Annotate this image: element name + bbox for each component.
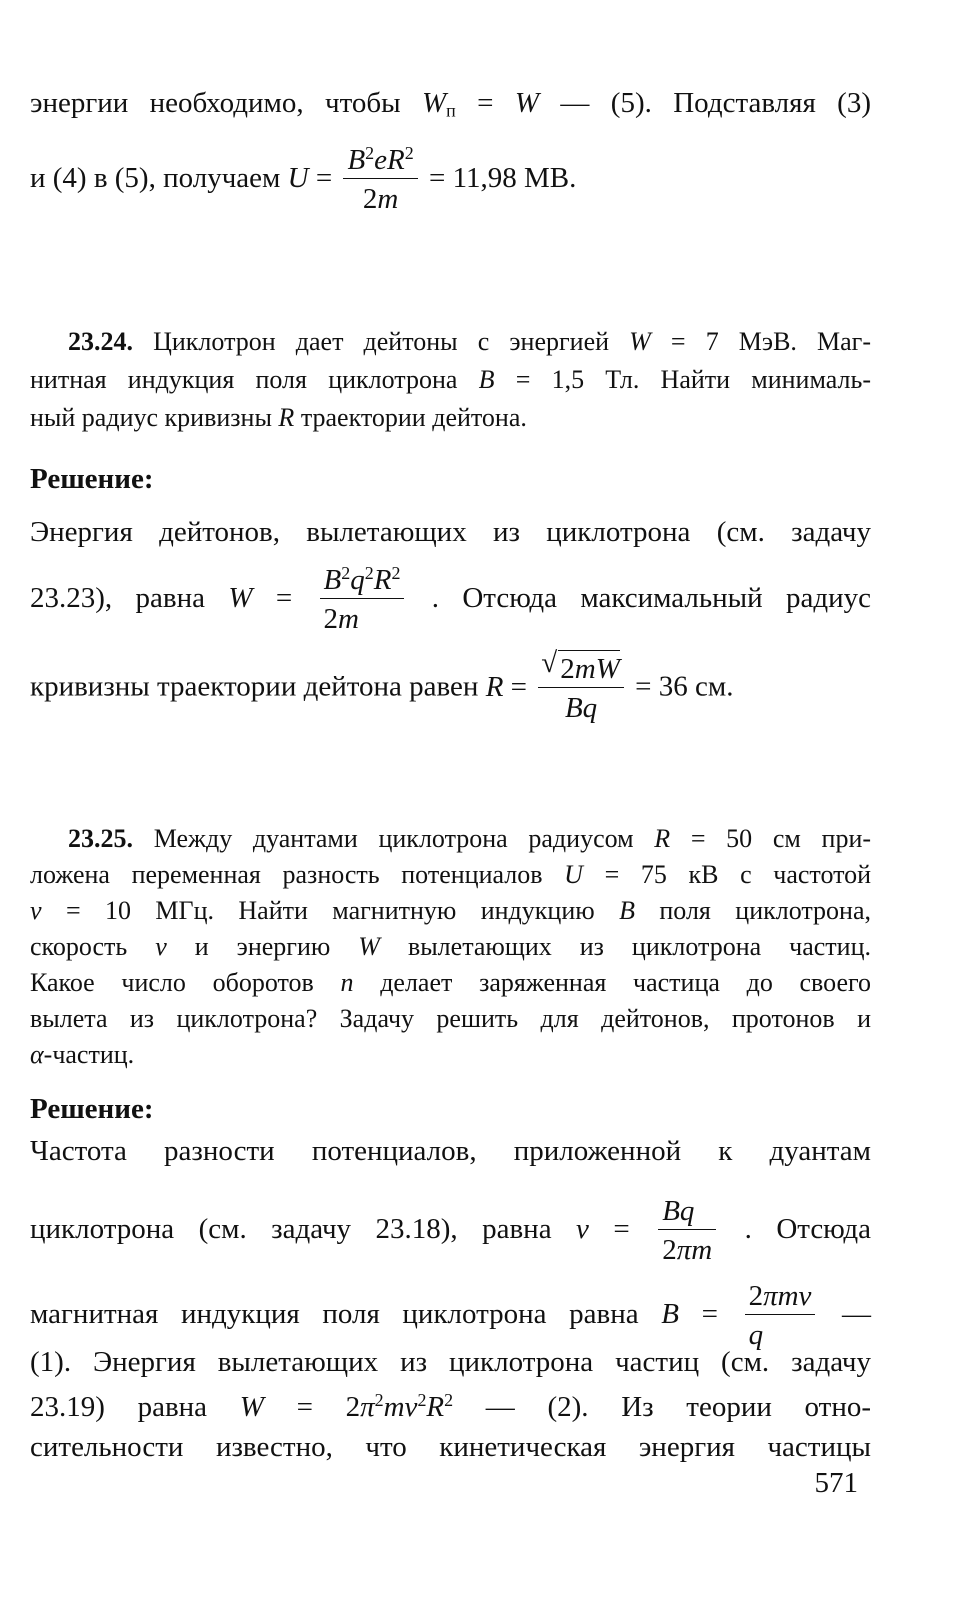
formula-w-energy: W = $\frac{B^2q^2R^2}{2m}$ — [228, 582, 431, 614]
text-line — [30, 562, 871, 639]
text-fragment: . Отсюда максимальный радиус — [431, 582, 872, 615]
text-line: Какое число оборотов n делает заряженная частица до своего — [30, 968, 872, 997]
text-line — [30, 1193, 871, 1270]
text-fragment: траектории дейтона. — [300, 403, 527, 432]
text-fragment: и энергию — [194, 932, 331, 961]
text-fragment: = 1,5 Тл. Найти минималь- — [515, 365, 871, 394]
text-line: ложена переменная разность потенциалов U = 75 кВ с частотой — [30, 860, 872, 889]
text-line: ν = 10 МГц. Найти магнитную индукцию B поля циклотрона, — [30, 896, 872, 925]
formula-wn-equals-w: $W_п = W$ — [421, 87, 540, 121]
text-fragment: = 75 кВ с частотой — [604, 860, 872, 889]
text-line — [30, 1390, 871, 1424]
formula-frequency: ν = $\frac{Bq}{2\pi m}$ — [576, 1213, 745, 1245]
text-fragment: — (2). Из теории отно- — [485, 1391, 871, 1423]
text-line: скорость v и энергию W вылетающих из циклотрона частиц. — [30, 932, 871, 961]
text-line — [30, 1430, 871, 1464]
text-fragment: вылетающих из циклотрона частиц. — [407, 932, 871, 961]
text-fragment: = 50 см при- — [690, 824, 872, 853]
text-fragment: Циклотрон дает дейтоны с энергией — [153, 327, 610, 356]
text-line — [30, 1278, 871, 1355]
text-fragment: 23.23), равна — [30, 582, 205, 615]
problem-number: 23.25. — [68, 824, 133, 853]
text-line — [30, 1345, 871, 1379]
text-line — [30, 650, 871, 728]
text-fragment: скорость — [30, 932, 128, 961]
text-fragment: -частиц. — [43, 1040, 135, 1069]
text-fragment: Частота разности потенциалов, приложенной к дуантам — [30, 1135, 871, 1167]
formula-radius: R = √ $\frac{2mW}{Bq}$ — [486, 671, 635, 703]
text-fragment: — — [842, 1298, 872, 1331]
text-fragment: Какое число оборотов — [30, 968, 314, 997]
text-fragment: (1). Энергия вылетающих из циклотрона частиц (см. задачу — [30, 1346, 871, 1378]
text-line: ный радиус кривизны R траектории дейтона. — [30, 403, 527, 432]
formula-energy-w: $W = 2\pi^2m\nu^2R^2$ — [239, 1390, 454, 1423]
text-fragment: . Отсюда — [744, 1213, 872, 1246]
text-fragment: 23.19) равна — [30, 1391, 208, 1423]
text-line: 23.25. Между дуантами циклотрона радиусом R = 50 см при- — [68, 824, 872, 853]
text-line — [30, 515, 871, 549]
text-fragment: = 10 МГц. Найти магнитную индукцию — [65, 896, 595, 925]
text-fragment: Между дуантами циклотрона радиусом — [153, 824, 634, 853]
page-number: 571 — [814, 1467, 858, 1499]
text-fragment: магнитная индукция поля циклотрона равна — [30, 1298, 639, 1331]
text-fragment: = 7 МэВ. Маг- — [670, 327, 872, 356]
text-fragment: поля циклотрона, — [659, 896, 872, 925]
text-fragment: нитная индукция поля циклотрона — [30, 365, 458, 394]
text-line — [30, 142, 871, 219]
text-fragment: вылета из циклотрона? Задачу решить для дейтонов, протонов и — [30, 1004, 871, 1033]
text-line: 23.24. Циклотрон дает дейтоны с энергией W = 7 МэВ. Маг- — [68, 327, 872, 356]
text-fragment: сительности известно, что кинетическая энергия частицы — [30, 1431, 871, 1463]
text-line — [30, 1003, 871, 1034]
solution-heading: Решение: — [30, 463, 154, 495]
text-fragment: делает заряженная частица до своего — [380, 968, 872, 997]
formula-result: = 36 см. — [635, 670, 734, 703]
text-fragment: ложена переменная разность потенциалов — [30, 860, 543, 889]
formula-u: U = $\frac{B^2eR^2}{2m}$ — [288, 162, 429, 194]
text-fragment: циклотрона (см. задачу 23.18), равна — [30, 1213, 552, 1246]
formula-magnetic-induction: B = $\frac{\text{2πmν}}{q}$ — [661, 1298, 842, 1330]
text-fragment: кривизны траектории дейтона равен — [30, 670, 479, 703]
text-line: α-частиц. — [30, 1040, 135, 1069]
text-line: нитная индукция поля циклотрона B = 1,5 Тл. Найти минималь- — [30, 365, 871, 394]
text-line — [30, 1134, 871, 1168]
problem-number: 23.24. — [68, 327, 133, 356]
formula-result: = 11,98 МВ. — [428, 162, 577, 195]
text-fragment: энергии необходимо, чтобы — [30, 87, 401, 119]
text-fragment: — (5). Подставляя (3) — [560, 87, 871, 119]
text-line — [30, 86, 871, 120]
solution-heading: Решение: — [30, 1093, 154, 1125]
text-fragment: ный радиус кривизны — [30, 403, 272, 432]
text-fragment: Энергия дейтонов, вылетающих из циклотрона (см. задачу — [30, 516, 871, 548]
text-fragment: и (4) в (5), получаем — [30, 162, 281, 195]
